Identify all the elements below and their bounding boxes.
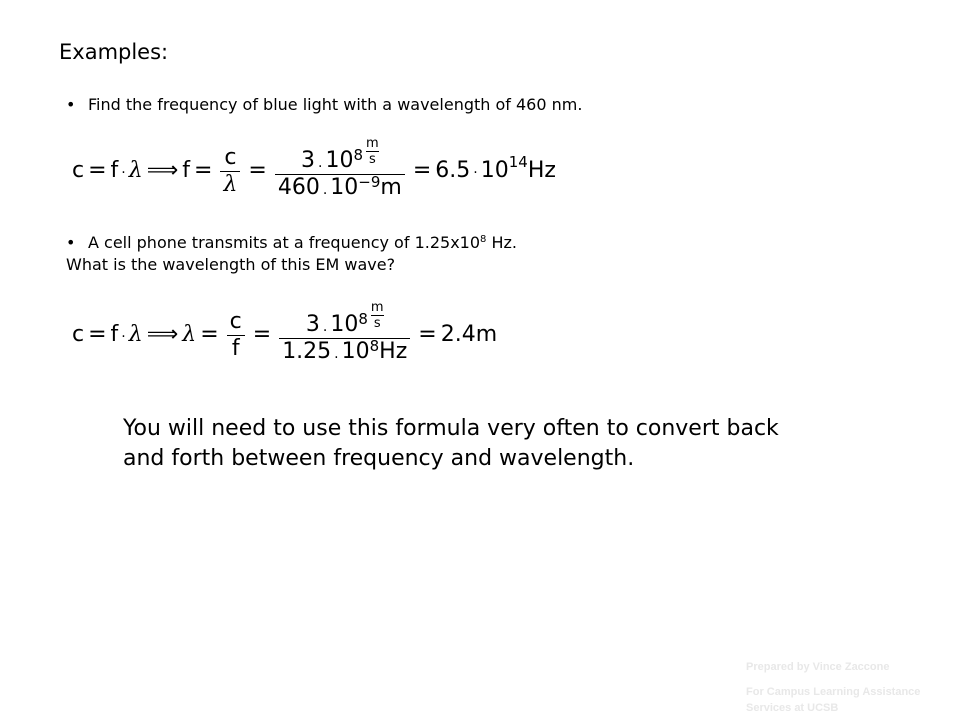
eq1-den-coef: 460 <box>277 175 320 200</box>
eq1-num-exp: 8 <box>353 146 363 164</box>
eq2-main-fraction <box>279 300 410 366</box>
eq1-main-fraction <box>275 136 405 202</box>
eq2-dot-1: · <box>121 329 126 345</box>
implies-arrow-icon: ⟹ <box>146 322 179 347</box>
eq2-den-base: 10 <box>341 339 370 364</box>
bullet-icon: • <box>66 233 76 252</box>
eq1-result-dot: · <box>473 165 478 181</box>
eq1-result-unit: Hz <box>527 158 556 183</box>
question-2 <box>66 232 517 254</box>
question-2-prefix: A cell phone transmits at a frequency of 1.25x10 <box>88 233 481 252</box>
eq2-lambda: λ <box>128 322 143 347</box>
eq1-unit-m: m <box>366 136 379 151</box>
eq2-m-over-s <box>371 301 384 330</box>
eq1-num-dot: · <box>318 159 323 175</box>
eq1-result-base: 10 <box>480 158 509 183</box>
eq2-den-coef: 1.25 <box>282 339 332 364</box>
question-2-line-2: What is the wavelength of this EM wave? <box>66 255 396 274</box>
eq2-result: 2.4m <box>440 322 498 347</box>
eq2-equals-3: = <box>252 322 272 347</box>
question-2-suffix: Hz. <box>486 233 517 252</box>
eq1-num-coef: 3 <box>301 148 315 173</box>
eq1-den-unit: m <box>380 175 402 200</box>
question-2-exponent: 8 <box>480 234 487 245</box>
eq2-num-exp: 8 <box>358 310 368 328</box>
footer-affiliation: For Campus Learning Assistance Services at UCSB <box>746 686 921 714</box>
eq2-unit-s: s <box>373 316 381 331</box>
implies-arrow-icon: ⟹ <box>146 158 179 183</box>
eq1-den-exp: −9 <box>358 173 381 191</box>
formula-note: You will need to use this formula very often to convert back and forth between frequency and wavelength. <box>123 416 779 471</box>
eq1-unit-s: s <box>368 152 376 167</box>
slide-heading: Examples: <box>59 40 169 64</box>
eq1-frac1-den: λ <box>223 171 238 197</box>
eq1-den-base: 10 <box>330 175 359 200</box>
eq2-unit-m: m <box>370 300 384 315</box>
eq1-equals-1: = <box>88 158 107 183</box>
eq1-dot-1: · <box>121 165 126 181</box>
eq1-equals-2: = <box>194 158 213 183</box>
eq2-equals-1: = <box>88 322 107 347</box>
eq1-result-coef: 6.5 <box>435 158 471 183</box>
footer-prepared-by: Prepared by Vince Zaccone <box>746 661 890 673</box>
eq1-f-2: f <box>182 158 190 183</box>
eq1-numerator <box>298 136 382 175</box>
eq1-m-over-s <box>366 137 379 166</box>
eq1-frac1-num: c <box>224 144 237 170</box>
eq1-equals-4: = <box>412 158 432 183</box>
eq2-frac1-den: f <box>231 335 240 361</box>
eq2-c: c <box>72 322 85 347</box>
eq2-den-exp: 8 <box>369 337 380 355</box>
equation-1 <box>72 136 556 202</box>
bullet-icon: • <box>66 95 76 114</box>
eq2-equals-4: = <box>418 322 437 347</box>
eq2-equals-2: = <box>200 322 219 347</box>
eq2-num-coef: 3 <box>305 312 320 337</box>
eq1-result-exp: 14 <box>508 152 528 171</box>
eq2-denominator <box>279 337 410 366</box>
eq2-c-over-f <box>227 308 245 361</box>
eq1-num-base: 10 <box>325 148 354 173</box>
equation-2 <box>72 300 498 366</box>
eq2-f: f <box>110 322 119 347</box>
question-1-text: Find the frequency of blue light with a wavelength of 460 nm. <box>88 95 583 114</box>
eq2-num-base: 10 <box>330 312 359 337</box>
eq2-den-unit: Hz <box>379 339 408 364</box>
eq1-denominator <box>275 173 405 202</box>
eq1-c: c <box>72 158 85 183</box>
eq1-f: f <box>110 158 119 183</box>
eq2-lambda-2: λ <box>182 322 197 347</box>
eq1-c-over-lambda <box>220 144 240 197</box>
eq1-lambda: λ <box>128 158 143 183</box>
eq2-frac1-num: c <box>229 308 242 334</box>
eq1-equals-3: = <box>248 158 267 183</box>
eq2-den-dot: · <box>334 350 339 366</box>
question-1 <box>66 94 582 116</box>
eq2-num-dot: · <box>322 323 328 339</box>
eq2-numerator <box>303 300 387 339</box>
eq1-den-dot: · <box>322 186 328 202</box>
